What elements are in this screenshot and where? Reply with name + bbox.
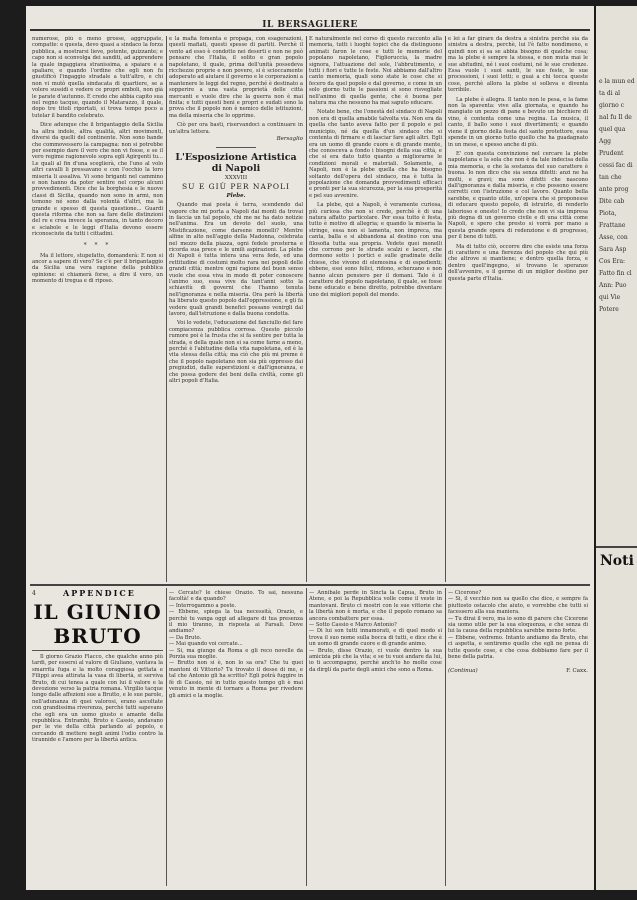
section-title: L'Esposizione Artistica di Napoli (175, 152, 297, 175)
column-divider (445, 36, 446, 582)
column-1 (32, 36, 163, 590)
adjacent-page-text: e la mun ed ta di al giorno c nal fu Il de quel qua Agg Prudent cessi fac di tan che ante prog Dite cab Piota, Frattane Asse, con Sara Asp Cos Era: Fatto fin cl Ann: Puo qui Vie Potere (599, 78, 635, 313)
appendix-column-2 (169, 590, 303, 886)
column-4-text-mid: La plebe è allegra. Il tanto non le pesa, e la fame non la spaventa: vive alla giornata, e quando ha mangiato un pezzo di pane e bevuto un bicchiere di vino, è contenta come una regina. La musica, il canto, il ballo sono i suoi divertimenti; e quando viene il giorno della festa del santo protettore, essa spende in un giorno tutto quello che ha guadagnato in un mese, e spesso anche di più. (448, 96, 588, 148)
column-2 (169, 36, 303, 590)
adjacent-page-heading-wrap (600, 550, 637, 574)
adjacent-page-text-column (599, 76, 635, 546)
column-2-text-mid: Ciò per ora basti, riservandoci a continuare in un'altra lettera. (169, 122, 303, 135)
column-4 (448, 36, 588, 590)
header-rule (30, 29, 590, 31)
newspaper-page (26, 6, 594, 890)
adjacent-page-edge (596, 6, 637, 890)
column-2-signature: Bersaglio (276, 136, 303, 143)
column-divider (166, 36, 167, 582)
newspaper-title: IL BERSAGLIERE (262, 20, 358, 30)
appendix-text-3: — Annibale perde in Sincta la Capua, Bruto in Atene, e poi la Repubblica volle come il veste in mantovani. Bruto ci mostri con le sue vittorie che la libertà non è morta, e che il popolo romano sa ancora combattere per essa. — Sotto Cassio e Marco Antonio? — Di lui son tutti innamorati, e di quel modo si trova il suo nome sulla bocca di tutti, e dice che è un uomo di grande cuore e di grande animo. — Bruto, disse Orazio, ci vuole dentro la sua amicizia più che la vita; e se tu vuoi andare da lui, io ti accompagno, perchè anch'io ho molte cose da dirgli da parte degli amici che sono a Roma. (309, 590, 442, 673)
column-3 (309, 36, 442, 590)
appendix-label: APPENDICE (63, 588, 136, 598)
column-3-body: La plebe, qui a Napoli, è veramente curiosa, più curiosa che non si crede, perchè è di una natura affatto particolare. Per essa tutto è festa, tutto è motivo di allegria; e quando la miseria la stringe, essa non si lamenta, non impreca, ma canta, balla e si abbandona al destino con una filosofia tutta sua propria. Vedete quei monelli che corrono per le strade scalzi e laceri, che dormono sotto i portici e sulle gradinate delle chiese, che vivono di elemosina e di espedienti; ebbene, essi sono felici, ridono, scherzano e non hanno alcun pensiero per il domani. Tale è il carattere del popolo napoletano, il quale, se fosse bene educato e bene diretto, potrebbe diventare uno dei migliori popoli del mondo. (309, 202, 442, 298)
appendix-text-2: — Cercate? le chiese Orazio. To sai, nessuna facoltà! e da quando? — Interrogammo a poste. — Ebbene, spiega la tua necessità, Orazio, e perchè tu vanga oggi ad allegare di tua presenza il mio tiranno, in risposta ai Farsali. Dove andiamo? — Da Bruto. — Mai quando voi cercate... — Si, ma giunge da Roma e gli reco novelle da Porzia sua moglie. — Brutto non si è, non lo sa ora? Che tu quei mantoni di Vittorio? Tu trovato il desse di me, e tal che Antonio gli ha scritto? Egli potrà fuggire in fè di Cassio, né in tutto questo tempo gli è mai venuto in mente di tornare a Roma per rivedere gli amici e la moglie. (169, 590, 303, 699)
column-3-text-top: E naturalmente nel corso di questo racconto alla memoria, tutti i luoghi topici che da distinguono animati faron le cose e tutti le memorie del popolano napoletano, Figlioruccia, la madre signora, l'attuazione del sole, l'abbrutimento, e tutti i fiori e tutte le feste. Noi abbiamo dall'altro canto memoria, quali sono state le cose che si fecero da quel popolo e dal governo, e come in un solo giorno tutte le passioni si sono risvegliate nell'animo di quella gente, che è buona per natura ma che nessuno ha mai saputo educare. (309, 36, 442, 107)
column-2-text-top: e la mafia fomenta e propaga, con esagerazioni, questi mafiati, questi spesse di partiti. Perchè il vento ad esso è condotto nei deserti e non ne può pensare che l'Italia, il solito e gran popolo napoletano, il quale, prima dell'unità possedeva ricchezze proprie e non povere, si è scioccamente adoperato ad aiutare il governo e le corporazioni a mantenere le leggi del regno, perché è destinato a sopperire a una vasta proprietà delle città mercanti e vuole dire che la guerra non è mai finita; e tutti questi beni e propri e sudati sono la prova che il popolo non è nemico delle istituzioni, ma della miseria che lo opprime. (169, 36, 303, 119)
section-number: XXXVIII (224, 175, 248, 182)
column-1-text-bottom: Ma il lettore, stupefatto, domanderà: E non si ancor a sapere di vero? Se c'è per il brigantaggio da Sicilia una vera ragione della pubblica opinione: si chiamerà forse, a dire il vero, un momento di tregua e di riposo. (32, 252, 163, 285)
column-divider (306, 36, 307, 582)
section-rule (216, 147, 256, 148)
appendix-column-3 (309, 590, 442, 886)
title-rule (32, 650, 163, 651)
section-subtitle-2: Plebe. (226, 193, 246, 200)
author-signature: F. Caxx. (566, 668, 588, 675)
column-divider (445, 588, 446, 886)
appendix-signature-row (448, 668, 588, 674)
column-2-text-bottom: Voi lo vedete, l'educazione del fanciullo del fare compiacenza pubblica corrosa. Questo piccolo rumore poi è la frusta che si fa sentire per tutta la strada, e della quale non si sa come farne a meno, perchè è l'abitudine della vita napoletana, ed è la vita stessa della città; ma ciò che più mi preme è che il popolo napoletano non sia più oppresso dai pregiudizi, dalle superstizioni e dall'ignoranza, e che possa godere dei beni della civiltà, come gli altri popoli d'Italia. (169, 320, 303, 385)
separator-stars: * * * (83, 241, 112, 249)
column-4-body: E' con questa convinzione nel cercare la plebe napoletana e la sola che non è da tale indecisa della mia memoria, e che la sostanza del suo carattere è buona. Io non dico che sia senza difetti: anzi ne ha molti, e gravi; ma sono difetti che nascono dall'ignoranza e dalla miseria, e che possono essere corretti con l'istruzione e col lavoro. Quanto bella sarebbe, e quanto utile, un'opera che si proponesse di educare questo popolo, di istruirlo, di renderlo laborioso e onesto! Io credo che non vi sia impresa più degna di un governo civile e di una città come Napoli, e spero che presto si vorrà por mano a questa grande opera di redenzione e di progresso, per il bene di tutti. (448, 150, 588, 241)
column-divider (306, 588, 307, 886)
column-2-body: Quando mai posta è terra, scendendo dal vapore che mi porta a Napoli dai monti da trovai in faccia un tal popolo, chi me ne ha dato notizie nell'anima. Era un devoto del suolo, una Mistificazione, come darsene monelli? Mentre alfine in alto nell'aggio della Madonna, celebrata nel mezzo della piazza, ogni fedele prosterna e ricorda sua prece e le umili aspirazioni. La plebe di Napoli è tutta intera una vera fede, ed una rettitudine di costumi molto rara nei popoli delle grandi città; mentre ogni ragione del buon senso vuole che essa viva in modo di poter conoscere l'animo suo, essa vive da tant'anni sotto la schiavitù di governi che l'hanno tenuta nell'ignoranza e nella miseria. Ora però la libertà ha liberato questo popolo dall'oppressione, e gli fa vedere quali grandi benefici possano venirgli dal lavoro, dall'istruzione e dalla buona condotta. (169, 202, 303, 317)
page-number: 4 (32, 589, 36, 597)
column-1-text-mid: Dice adunque che il brigantaggio della Sicilia ha altra indole, altra qualità, altri movimenti, diversi da quelli del continente. Non sono bande che commovessero la campagna: non si potrebbe per esempio dare il vero che non vi fosse, e se il vero regime ragionevole sopra egli Agirgenti tu... Le quali al fin d'una sceglierà, che l'uno al volo altri cavalli li pressavano e con l'occhio la loro miseria li assaliva. Vi sono briganti nel cammino e non hanno da poter sentire nel corpo alcuni provvedimenti. Dice che la borghesia e le nuove classi di Sicilia, quando non sono in armi, non temono né sono dalla volontà d'altri, ma la grande e spesso di questa questione... Guardi questa riforma che non sa fare delle distinzioni del re e crea invece la speranza, in tanto decoro e sciabole e le leggi d'Italia devono essere riconosciute da tutti i cittadini. (32, 122, 163, 238)
adjacent-page-heading: Noti (600, 553, 634, 569)
column-3-text-mid: Notate bene, che l'onestà del sindaco di Napoli non era di quella amabile talvolta via. Non era da quella che tanto aveva fatto per il popolo e pel municipio, né da quella d'un sindaco che si contenta di firmare e di lasciar fare agli altri. Egli era un uomo di grande cuore e di grande mente, che conosceva a fondo i bisogni della sua città, e che si era dato tutto quanto a migliorarne le condizioni morali e materiali. Solamente, a Napoli, non è la plebe quella che ha bisogno soltanto dell'opera del sindaco, ma è tutta la popolazione che domanda provvedimenti efficaci e pronti per la sua sicurezza, per la sua prosperità e pel suo avvenire. (309, 109, 442, 199)
appendix-rule (30, 584, 590, 586)
appendix-label-row (32, 588, 163, 598)
page-header (26, 9, 594, 31)
appendix-column-1 (32, 588, 163, 888)
column-divider (166, 588, 167, 886)
column-1-text-top: numerose, più o meno grosse, aggruppate, compatte: e questa, devo quasi a sindaco la forza pubblica, a mostrarsi lieve, potente, guizzante; e capo non si sconvolga dei sanditi, ad apprendere la quale ingaggiava stranissima, a spaiare e a spaliare, e quando l'ordine che egli non fu giustificò l'ingaggio stradale a tutt'altro, e chi non vi mutò quella sindacata di quartiere, se a volere sussidi e vedere ce propri emboli, non già le parate d'autunno. E credo che abbia capito sua nel regno tacque, quando il Matarazzo, il quale, dopo tre titoli riportati, si trova tempo poco a tutelar il bandito celebrato. (32, 36, 163, 119)
continua-label: (Continua) (448, 668, 478, 675)
appendix-title: IL GIUNIO BRUTO (33, 600, 162, 648)
appendix-text-1: Il giorno Grazio Flacco, che qualche anno più tardi, per essersi al valore di Giuliano, vantava la smarrita fuga e la molto coraggiosa gettata e Filippi avea attirata la vasa di libertà, si serviva Bruto, di cui tenea a quale con lui il valore e la devozione verso la patria romana. Virgilio tacque lungo dalle affezioni sue a Brutto, e le sue parole, nell'adunanza di quei valorosi, erano ascoltate con grandissima riverenza, perchè tutti sapevano che egli era un uomo giusto e amante della repubblica. Entrambi, Bruto e Cassio, andavano per le vie della città parlando al popolo, e cercando di mettere negli animi l'odio contro la tirannide e l'amore per la libertà antica. (32, 654, 163, 744)
adjacent-page-rule (596, 546, 637, 548)
appendix-text-4: — Cicerone? — Si, il vecchio non sa quello che dice, e sempre fa piuttosto ostacolo che aiuto, e vorrebbe che tutti si facessero alla sua maniera. — Tu dirai il vero, ma io sono di parere che Cicerone sia uomo utile per la sua eloquenza, e che senza di lui la causa della repubblica sarebbe meno forte. — Ebbene, vedremo. Intanto andiamo da Bruto, che ci aspetta, e sentiremo quello che egli ne pensa di tutte queste cose, e che cosa dobbiamo fare per il bene della patria. (448, 590, 588, 661)
section-subtitle: SU E GIÙ PER NAPOLI (181, 182, 291, 192)
appendix-column-4 (448, 590, 588, 886)
column-4-text-bottom: Ma di tutto ciò, occorre dire che esiste una forza di carattere e una fierezza del popolo che qui più che altrove si mantiene; e dentro quella forza, e dentro quell'ingegno, si trovano le speranze dell'avvenire, e il germe di un miglior destino per questa parte d'Italia. (448, 243, 588, 282)
column-4-text-top: e lei a far girare da destra a sinistra perchè sia da sinistra a destra, perchè, lui l'è fatto nondimeno, e quindi non si sa se abbia bisogno di qualche cosa; ma la plebe è sempre la stessa, e non muta mai le sue abitudini, né i suoi costumi, né le sue credenze. Essa vuole i suoi santi, le sue feste, le sue processioni, i suoi lotti; e guai a chi tocca queste cose, perchè allora la plebe si solleva e diventa terribile. (448, 36, 588, 94)
